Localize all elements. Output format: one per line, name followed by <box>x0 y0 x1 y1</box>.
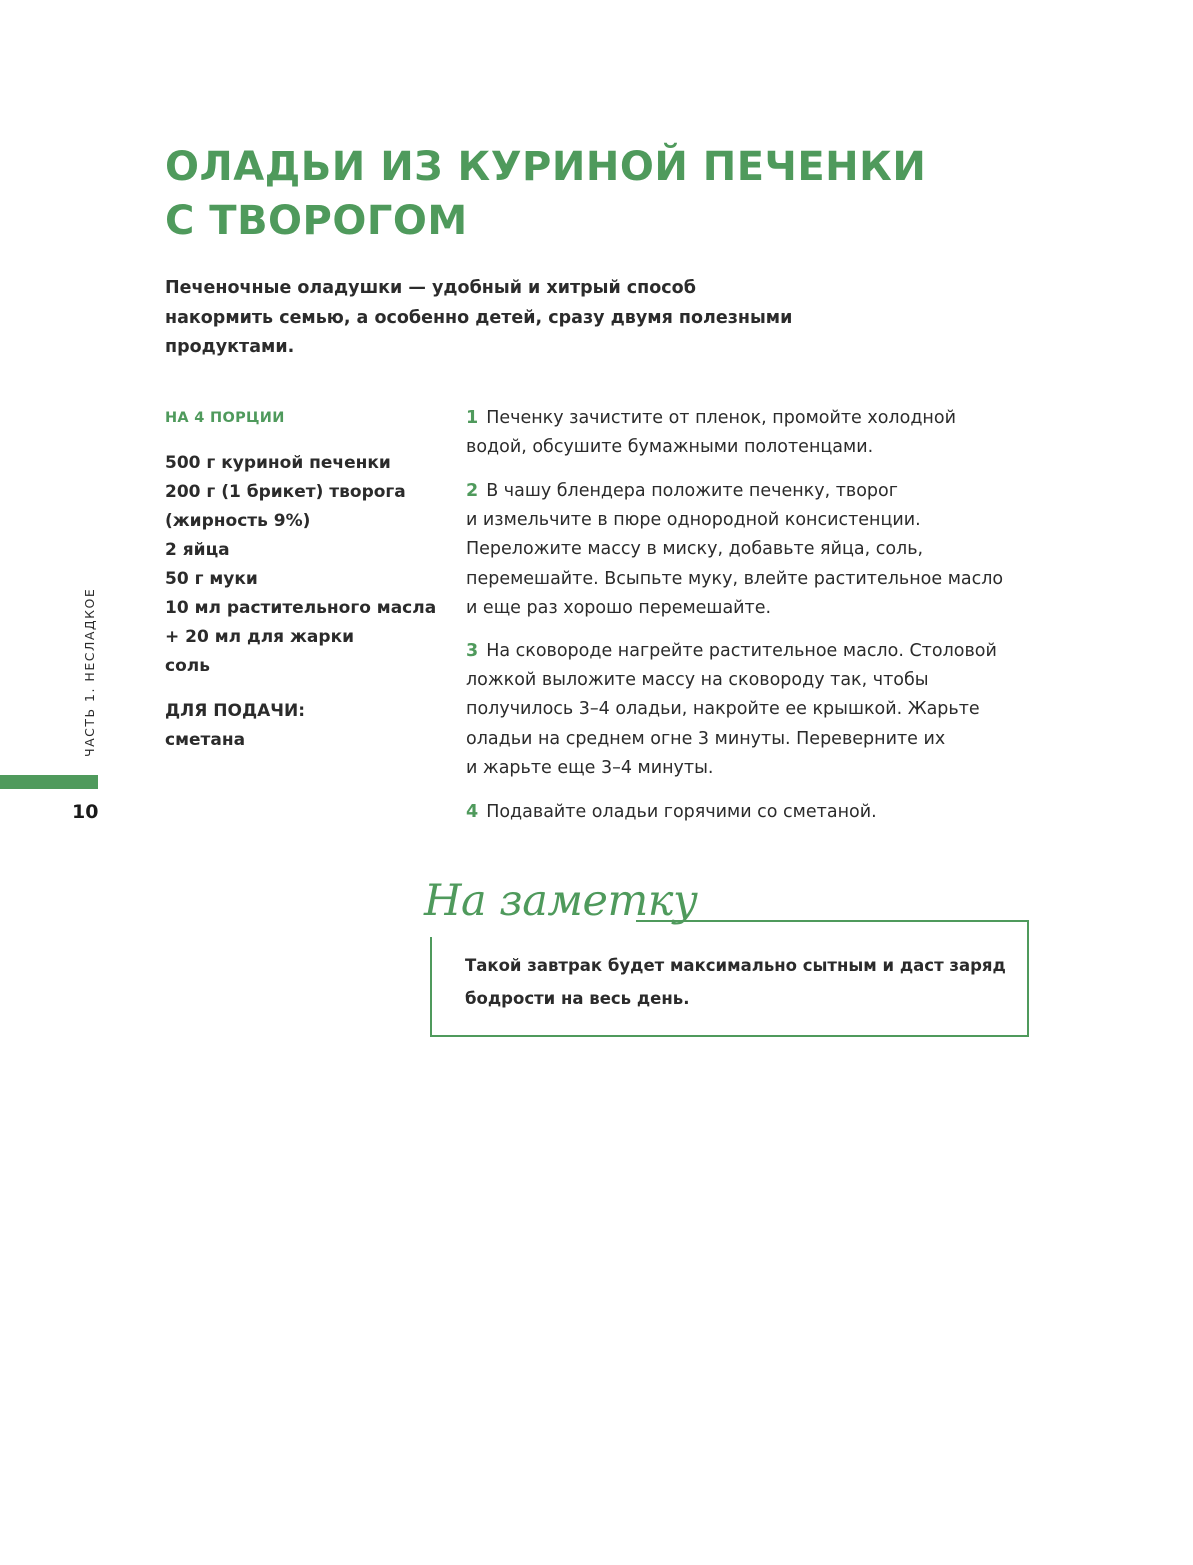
step-text-line: ложкой выложите массу на сковороду так, чтобы <box>466 670 929 691</box>
step-number: 4 <box>466 802 479 822</box>
step-text-line: Переложите массу в миску, добавьте яйца, соль, <box>466 539 924 560</box>
step-text-line: оладьи на среднем огне 3 минуты. Переверните их <box>466 728 946 749</box>
serving-item: сметана <box>165 730 246 750</box>
chapter-label: ЧАСТЬ 1. НЕСЛАДКОЕ <box>82 587 97 757</box>
ingredient-item: 200 г (1 брикет) творога <box>165 482 406 502</box>
step-1 <box>466 404 1036 462</box>
step-text-line: перемешайте. Всыпьте муку, влейте растительное масло <box>466 568 1004 589</box>
note-title: На заметку <box>424 876 698 926</box>
recipe-title-line-2: С ТВОРОГОМ <box>165 198 468 244</box>
ingredient-item: 50 г муки <box>165 569 258 589</box>
recipe-title <box>165 140 1025 248</box>
step-text-line: и жарьте еще 3–4 минуты. <box>466 757 714 778</box>
ingredients-list <box>165 449 445 681</box>
ingredient-item: 500 г куриной печенки <box>165 453 391 473</box>
step-4 <box>466 798 1036 827</box>
step-text-line: Печенку зачистите от пленок, промойте холодной <box>486 408 956 428</box>
step-text-line: На сковороде нагрейте растительное масло. Столовой <box>486 641 997 661</box>
ingredient-item: соль <box>165 656 210 676</box>
intro-line-2: накормить семью, а особенно детей, сразу двумя полезными <box>165 307 793 328</box>
note-text <box>465 949 1005 1015</box>
step-number: 1 <box>466 408 479 428</box>
ingredient-item: 10 мл растительного масла <box>165 598 437 618</box>
note-text-line-2: бодрости на весь день. <box>465 989 690 1008</box>
chapter-marker-bar <box>0 775 98 789</box>
step-text-line: и еще раз хорошо перемешайте. <box>466 597 772 618</box>
recipe-intro <box>165 274 805 363</box>
serving-heading: ДЛЯ ПОДАЧИ: <box>165 701 306 721</box>
intro-line-1: Печеночные оладушки — удобный и хитрый способ <box>165 278 696 298</box>
intro-line-3: продуктами. <box>165 337 295 357</box>
step-number: 2 <box>466 481 479 501</box>
step-text-line: водой, обсушите бумажными полотенцами. <box>466 437 874 458</box>
step-number: 3 <box>466 641 479 661</box>
step-3 <box>466 637 1036 783</box>
note-text-line-1: Такой завтрак будет максимально сытным и даст заряд <box>465 956 1006 975</box>
step-2 <box>466 477 1036 623</box>
page-number: 10 <box>72 801 99 823</box>
ingredient-item: 2 яйца <box>165 540 230 560</box>
ingredient-item: + 20 мл для жарки <box>165 627 355 647</box>
portions-label: НА 4 ПОРЦИИ <box>165 410 285 426</box>
step-text-line: В чашу блендера положите печенку, творог <box>486 481 898 501</box>
ingredient-item: (жирность 9%) <box>165 511 311 531</box>
step-text-line: и измельчите в пюре однородной консистенции. <box>466 510 921 531</box>
recipe-title-line-1: ОЛАДЬИ ИЗ КУРИНОЙ ПЕЧЕНКИ <box>165 144 927 190</box>
step-text-line: Подавайте оладьи горячими со сметаной. <box>486 802 877 822</box>
step-text-line: получилось 3–4 оладьи, накройте ее крышкой. Жарьте <box>466 699 980 720</box>
